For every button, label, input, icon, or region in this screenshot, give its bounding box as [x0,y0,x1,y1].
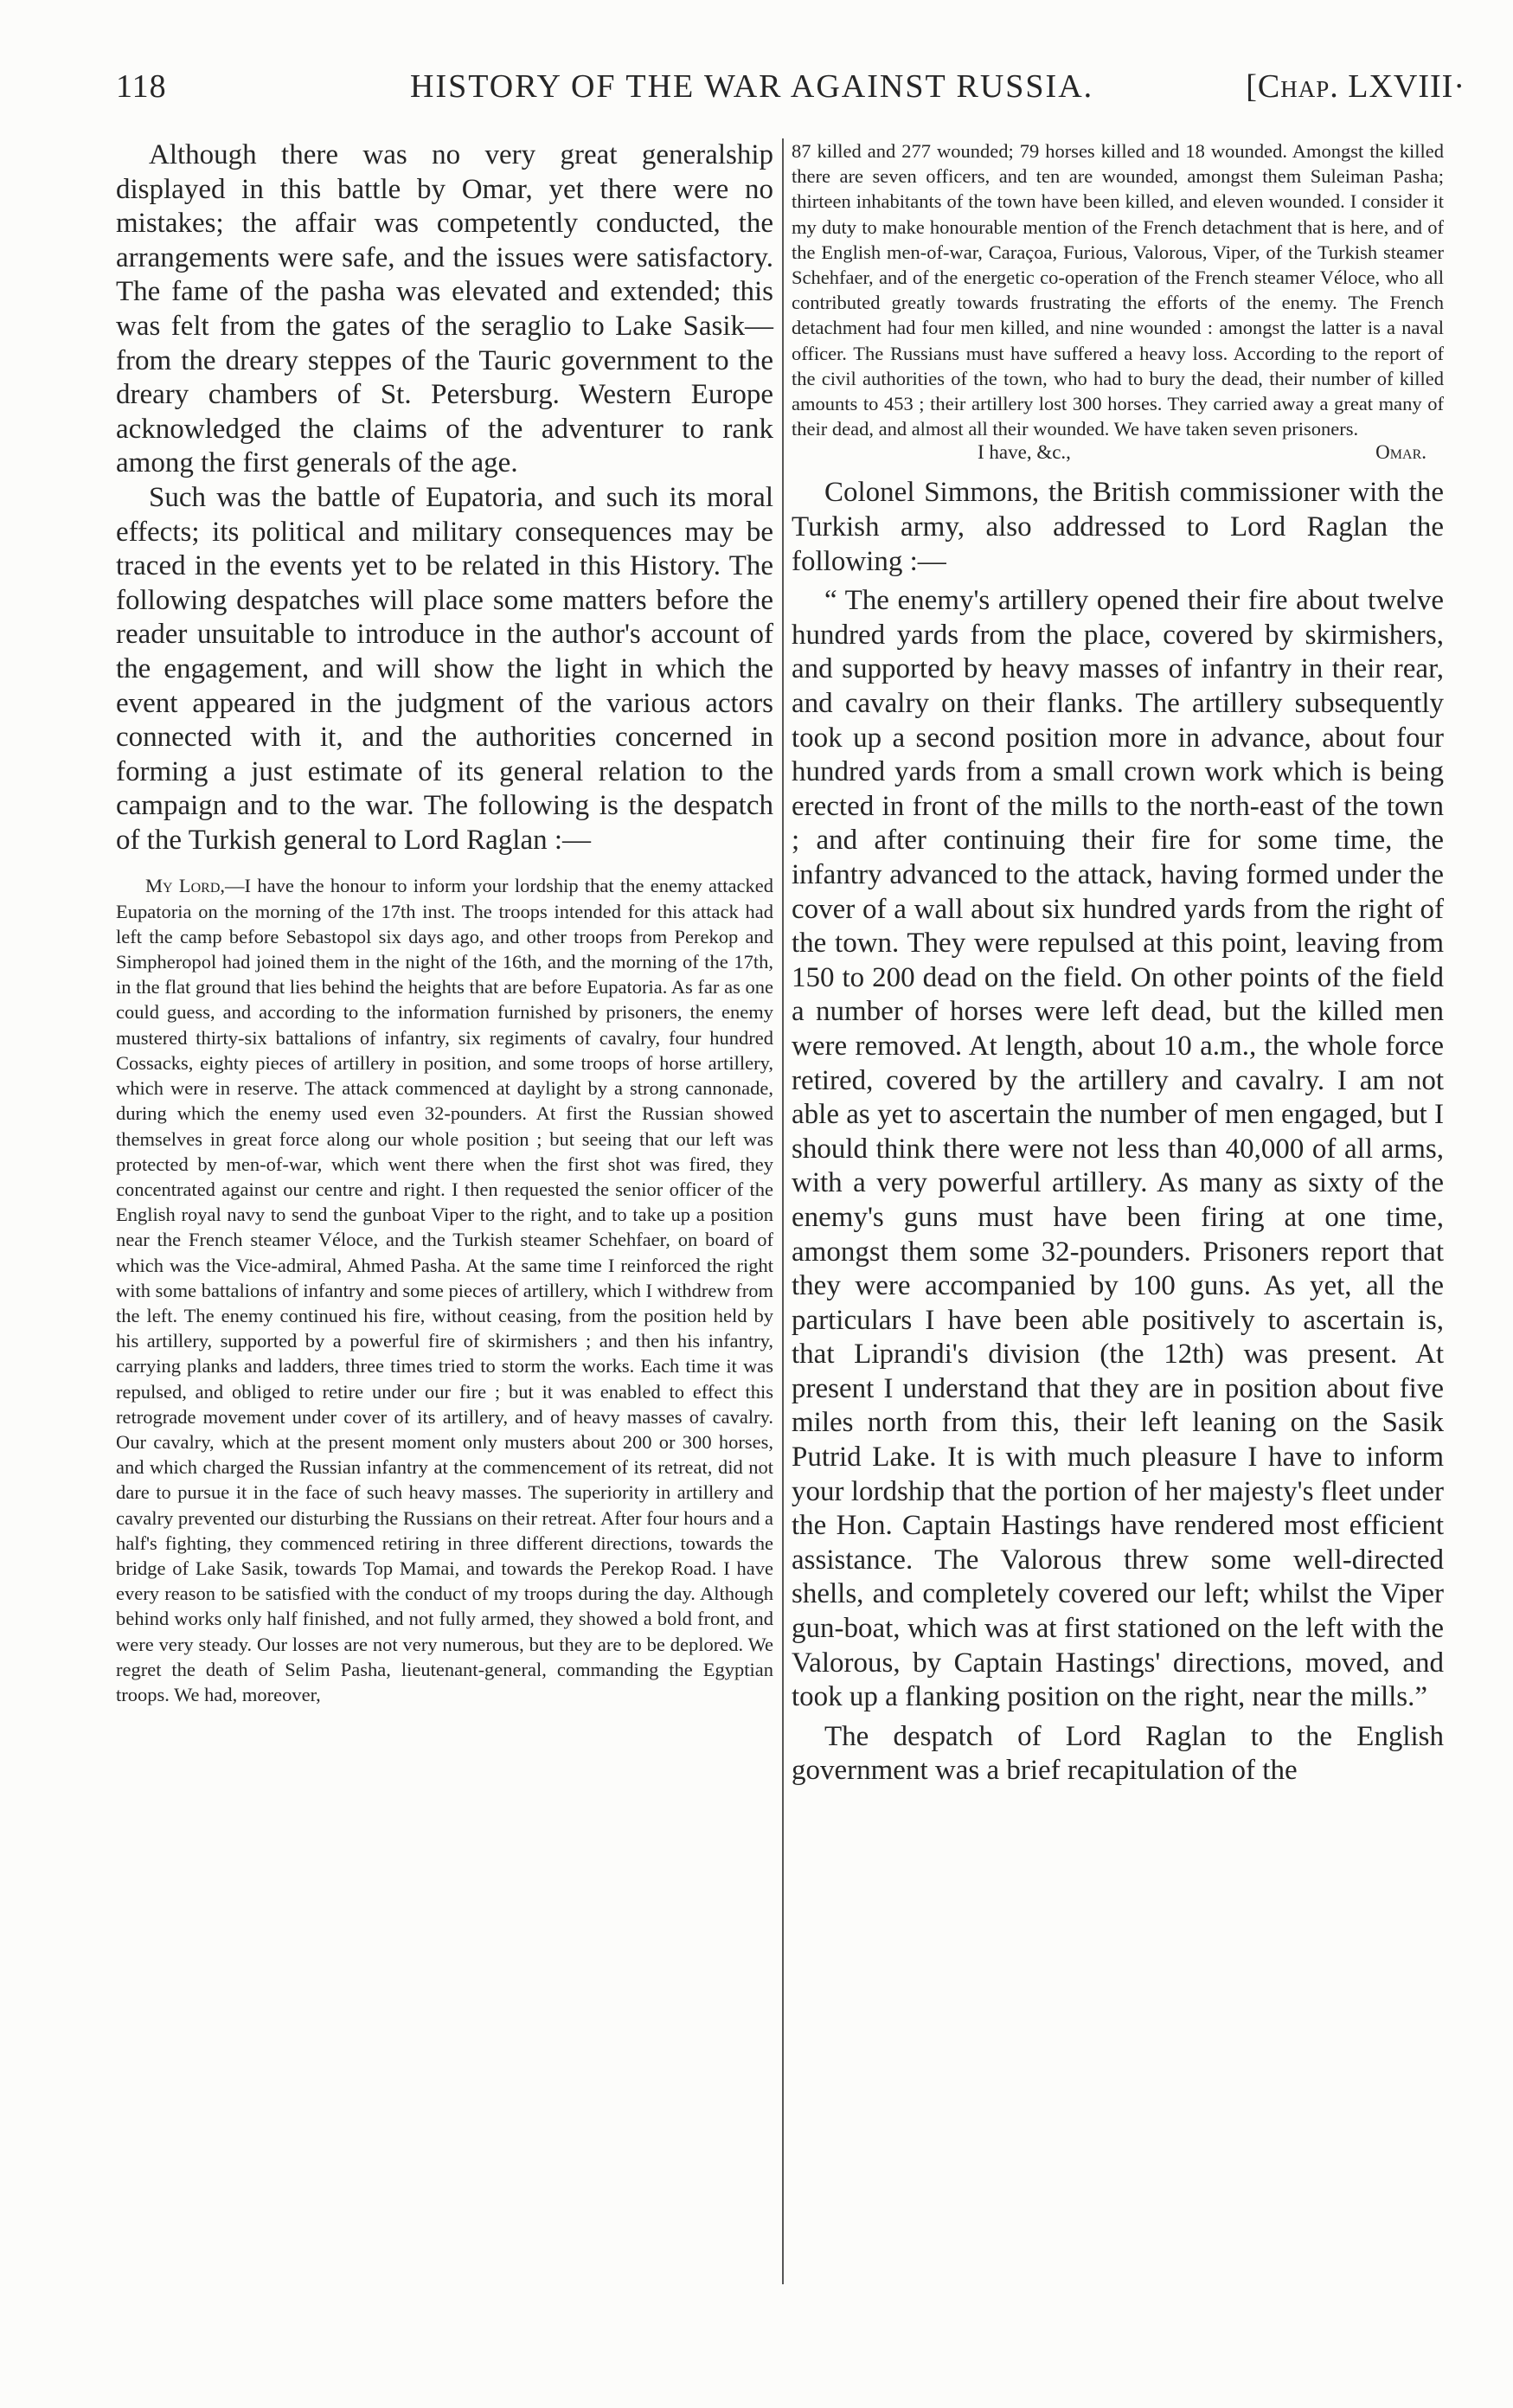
column-divider [782,138,784,2284]
chapter-label: [Chap. LXVIII· [1246,68,1465,105]
right-column [792,138,1444,1788]
paragraph-generalship: Although there was no very great generalship displayed in this battle by Omar, yet there were no mistakes; the affair was competently conducted, the arrangements were safe, and the issues were satisfactory. The fame of the pasha was elevated and extended; this was felt from the gates of the seraglio to Lake Sasik—from the dreary steppes of the Tauric government to the dreary chambers of St. Petersburg. Western Europe acknowledged the claims of the adventurer to rank among the first generals of the age. [116,139,773,479]
paragraph-simmons: Colonel Simmons, the British commissioner with the Turkish army, also addressed to Lord Raglan the following :— [792,477,1444,577]
letter-omar-part1 [116,873,773,1707]
signoff-signature: Omar. [1375,441,1426,464]
left-column [116,138,773,1707]
paragraph-raglan-despatch: The despatch of Lord Raglan to the English government was a brief recapitulation of the [792,1720,1444,1787]
page-number: 118 [116,68,167,105]
letter-omar-part2: 87 killed and 277 wounded; 79 horses killed and 18 wounded. Amongst the killed there are seven officers, and ten are wounded, amongst them Suleiman Pasha; thirteen inhabitants of the town have been killed, and eleven wounded. I consider it my duty to make honourable mention of the French detachment that is here, and of the English men-of-war, Caraçoa, Furious, Valorous, Viper, of the Turkish steamer Schehfaer, and of the energetic co-operation of the French steamer Véloce, who all contributed greatly towards frustrating the efforts of the enemy. The French detachment had four men killed, and nine wounded : amongst the latter is a naval officer. The Russians must have suffered a heavy loss. According to the report of the civil authorities of the town, who had to bury the dead, their number of killed amounts to 453 ; their artillery lost 300 horses. They carried away a great many of their dead, and almost all their wounded. We have taken seven prisoners. [792,140,1444,440]
signoff-closing: I have, &c., [978,441,1071,464]
quote-simmons-report: “ The enemy's artillery opened their fire about twelve hundred yards from the place, covered by skirmishers, and supported by heavy masses of infantry in their rear, and cavalry on their flanks. The artillery subsequently took up a second position more in advance, about four hundred yards from a small crown work which is being erected in front of the mills to the north-east of the town ; and after continuing their fire for some time, the infantry advanced to the attack, having formed under the cover of a wall about six hundred yards from the right of the town. They were repulsed at this point, leaving from 150 to 200 dead on the field. On other points of the field a number of horses were left dead, but the killed men were removed. At length, about 10 a.m., the whole force retired, covered by the artillery and cavalry. I am not able as yet to ascertain the number of men engaged, but I should think there were not less than 40,000 of all arms, with a very powerful artillery. As many as sixty of the enemy's guns must have been firing at one time, amongst them some 32-pounders. Prisoners report that they were accompanied by 100 guns. As yet, all the particulars I have been able positively to ascertain is, that Liprandi's division (the 12th) was present. At present I understand that they are in position about five miles north from this, their left leaning on the Sasik Putrid Lake. It is with much pleasure I have to inform your lordship that the portion of her majesty's fleet under the Hon. Captain Hastings have rendered most efficient assistance. The Valorous threw some well-directed shells, and completely covered our left; whilst the Viper gun-boat, which was at first stationed on the left with the Valorous, by Captain Hastings' directions, moved, and took up a flanking position on the right, near the mills.” [792,585,1444,1713]
page-header [116,61,1465,112]
letter-salutation: My Lord, [145,875,226,897]
letter-signoff [792,441,1444,469]
paragraph-battle-effects: Such was the battle of Eupatoria, and such its moral effects; its political and military consequences may be traced in the events yet to be related in this History. The following despatches will place some matters before the reader unsuitable to introduce in the author's account of the engagement, and will show the light in which the event appeared in the judgment of the various actors connected with it, and the authorities concerned in forming a just estimate of its general relation to the campaign and to the war. The following is the despatch of the Turkish general to Lord Raglan :— [116,481,773,856]
running-title: HISTORY OF THE WAR AGAINST RUSSIA. [410,68,1094,105]
letter-body: —I have the honour to inform your lordship that the enemy attacked Eupatoria on the morning of the 17th inst. The troops intended for this attack had left the camp before Sebastopol six days ago, and other troops from Perekop and Simpheropol had joined them in the night of the 16th, and the morning of the 17th, in the flat ground that lies behind the heights that are before Eupatoria. As far as one could guess, and according to the information furnished by prisoners, the enemy mustered thirty-six battalions of infantry, six regiments of cavalry, four hundred Cossacks, eighty pieces of artillery in position, and some troops of horse artillery, which were in reserve. The attack commenced at daylight by a strong cannonade, during which the enemy used even 32-pounders. At first the Russian showed themselves in great force along our whole position ; but seeing that our left was protected by men-of-war, which went there when the first shot was fired, they concentrated against our centre and right. I then requested the senior officer of the English royal navy to send the gunboat Viper to the right, and to take up a position near the French steamer Véloce, and the Turkish steamer Schehfaer, on board of which was the Vice-admiral, Ahmed Pasha. At the same time I reinforced the right with some battalions of infantry and some pieces of artillery, which I withdrew from the left. The enemy continued his fire, without ceasing, from the position held by his artillery, supported by a powerful fire of skirmishers ; and then his infantry, carrying planks and ladders, three times tried to storm the works. Each time it was repulsed, and obliged to retire under our fire ; but it was enabled to effect this retrograde movement under cover of its artillery, and of heavy masses of cavalry. Our cavalry, which at the present moment only musters about 200 or 300 horses, and which charged the Russian infantry at the commencement of its retreat, did not dare to pursue it in the face of such heavy masses. The superiority in artillery and cavalry prevented our disturbing the Russians on their retreat. After four hours and a half's fighting, they commenced retiring in three different directions, towards the bridge of Lake Sasik, towards Top Mamai, and towards the Perekop Road. I have every reason to be satisfied with the conduct of my troops during the day. Although behind works only half finished, and not fully armed, they showed a bold front, and were very steady. Our losses are not very numerous, but they are to be deplored. We regret the death of Selim Pasha, lieutenant-general, commanding the Egyptian troops. We had, moreover, [116,875,773,1705]
